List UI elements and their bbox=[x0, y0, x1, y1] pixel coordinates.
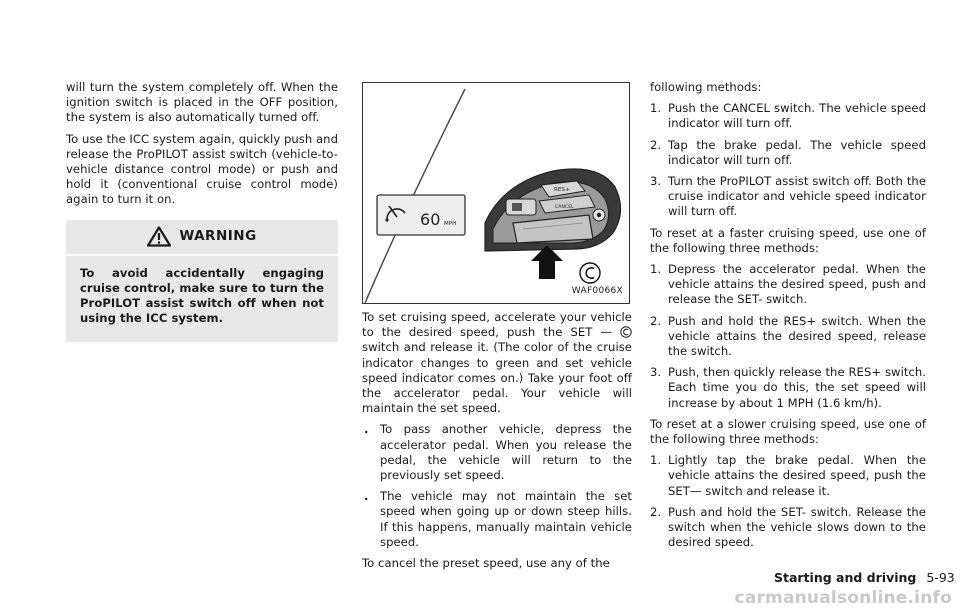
paragraph: To reset at a slower cruising speed, use one of the following three methods: bbox=[650, 416, 926, 447]
set-symbol-icon bbox=[620, 326, 632, 338]
list-item-text: Tap the brake pedal. The vehicle speed indicator will turn off. bbox=[668, 137, 926, 167]
warning-text: To avoid accidentally engaging cruise control, make sure to turn the ProPILOT assist switch off when not using the ICC system. bbox=[66, 256, 338, 343]
steering-switch-illustration bbox=[362, 82, 630, 304]
warning-title: WARNING bbox=[179, 228, 257, 245]
list-item bbox=[650, 262, 926, 308]
text-span: To set cruising speed, accelerate your vehicle to the desired speed, push the SET — bbox=[362, 310, 632, 340]
page-footer bbox=[774, 570, 955, 585]
list-item-text: Push the CANCEL switch. The vehicle speed indicator will turn off. bbox=[668, 101, 926, 131]
illustration-drawing bbox=[363, 83, 631, 305]
list-item bbox=[650, 174, 926, 220]
list-number: 3. bbox=[650, 365, 662, 380]
set-speed-value: 60 bbox=[420, 210, 441, 229]
bullet-marker: . bbox=[364, 422, 369, 437]
watermark: carmanualsonline.info bbox=[734, 588, 952, 608]
list-item-text: The vehicle may not maintain the set speed when going up or down steep hills. If this happens, manually maintain vehicle speed. bbox=[380, 489, 632, 549]
list-item-text: Push, then quickly release the RES+ switch. Each time you do this, the set speed will increase by about 1 MPH (1.6 km/h). bbox=[668, 365, 926, 410]
text-span: switch and release it. (The color of the cruise indicator changes to green and set vehicle speed indicator comes on.) Take your foot off the accelerator pedal. Your vehicle will maintain the set speed. bbox=[362, 340, 632, 416]
list-number: 2. bbox=[650, 504, 662, 519]
list-item-text: Lightly tap the brake pedal. When the vehicle attains the desired speed, push the SET— switch and release it. bbox=[668, 453, 926, 498]
list-item bbox=[650, 314, 926, 360]
paragraph: To cancel the preset speed, use any of the bbox=[362, 556, 610, 571]
list-number: 1. bbox=[650, 262, 662, 277]
list-item bbox=[650, 365, 926, 411]
set-symbol-icon bbox=[580, 263, 600, 283]
paragraph: following methods: bbox=[650, 80, 762, 94]
bullet-marker: . bbox=[364, 489, 369, 504]
list-item-text: Push and hold the SET- switch. Release the switch when the vehicle slows down to the desired speed. bbox=[668, 504, 926, 550]
list-item bbox=[650, 453, 926, 499]
column-middle bbox=[362, 82, 632, 577]
column-right bbox=[650, 80, 926, 556]
page-number: 5-93 bbox=[926, 570, 955, 585]
list-item bbox=[650, 101, 926, 131]
list-item-text: Depress the accelerator pedal. When the vehicle attains the desired speed, push and release the SET- switch. bbox=[668, 262, 926, 307]
cancel-label: CANCEL bbox=[555, 205, 574, 210]
list-item bbox=[650, 505, 926, 551]
list-item-text: To pass another vehicle, depress the accelerator pedal. When you release the pedal, the vehicle will return to the previously set speed. bbox=[380, 422, 632, 483]
list-item bbox=[650, 138, 926, 168]
list-item-text: Push and hold the RES+ switch. When the vehicle attains the desired speed, release the switch. bbox=[668, 313, 926, 359]
list-item-text: Turn the ProPILOT assist switch off. Both the cruise indicator and vehicle speed indicator will turn off. bbox=[668, 174, 926, 219]
paragraph: To reset at a faster cruising speed, use one of the following three methods: bbox=[650, 225, 926, 255]
paragraph: To use the ICC system again, quickly push and release the ProPILOT assist switch (vehicle-to-vehicle distance control mode) or push and hold it (conventional cruise control mode) again to turn it on. bbox=[66, 131, 338, 207]
list-item bbox=[362, 422, 632, 483]
column-left bbox=[66, 80, 338, 342]
paragraph bbox=[362, 310, 632, 416]
res-label: RES+ bbox=[554, 187, 570, 193]
paragraph: will turn the system completely off. When the ignition switch is placed in the OFF position, the system is also automatically turned off. bbox=[66, 80, 338, 125]
list-number: 1. bbox=[650, 101, 662, 116]
section-title: Starting and driving bbox=[774, 570, 917, 585]
warning-header bbox=[66, 220, 338, 254]
warning-triangle-icon bbox=[147, 226, 171, 247]
speed-unit: MPH bbox=[444, 221, 457, 227]
list-number: 2. bbox=[650, 313, 662, 328]
figure-label: WAF0066X bbox=[571, 285, 623, 296]
list-number: 1. bbox=[650, 453, 662, 468]
list-number: 3. bbox=[650, 174, 662, 189]
list-number: 2. bbox=[650, 137, 662, 152]
list-item bbox=[362, 489, 632, 550]
